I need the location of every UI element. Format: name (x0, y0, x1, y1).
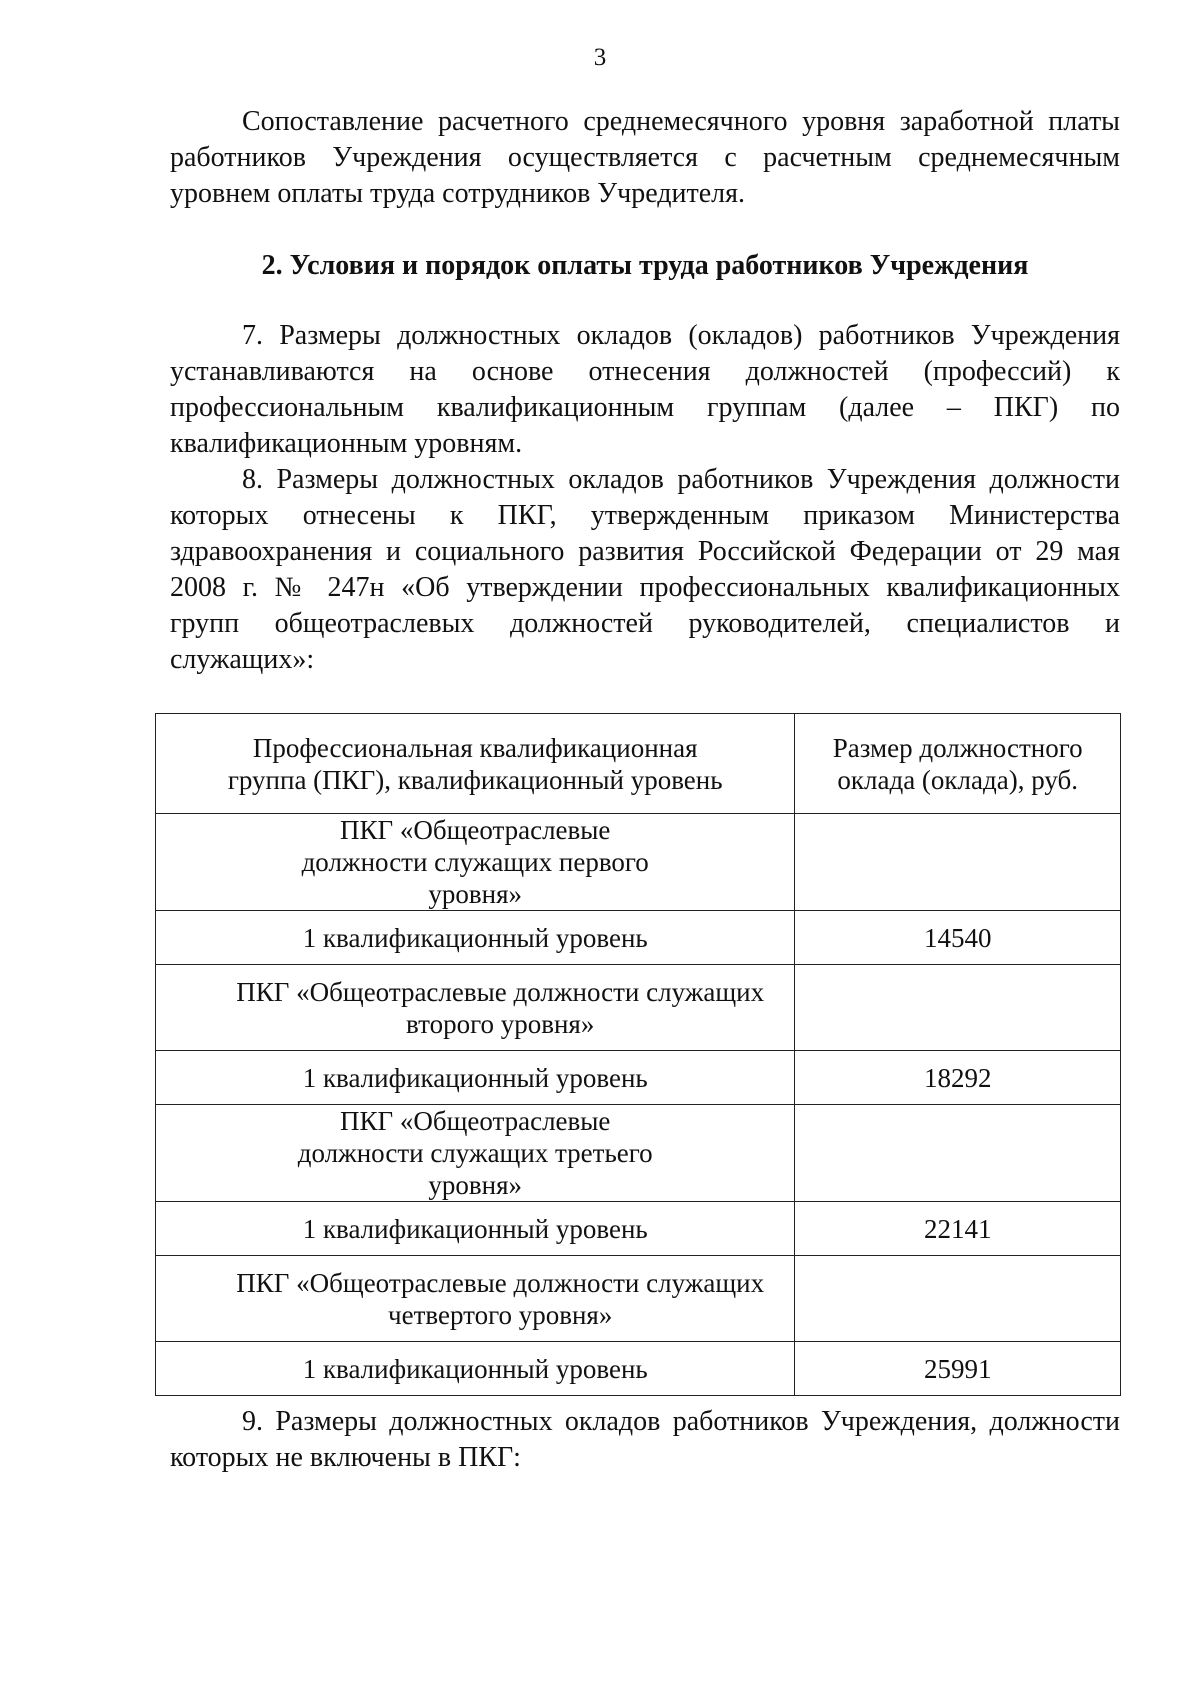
page-number: 3 (593, 44, 607, 71)
group-cell: ПКГ «Общеотраслевые должности служащих первого уровня» (156, 814, 795, 911)
salary-table (155, 713, 1121, 1396)
text-line: 2008 г. № 247н «Об утверждении профессиональных квалификационных (170, 572, 1120, 603)
text-line: 8. Размеры должностных окладов работников Учреждения должности (242, 464, 1120, 495)
level-cell: 1 квалификационный уровень (156, 911, 795, 965)
paragraph-9 (170, 1404, 1120, 1476)
table-row (156, 814, 1121, 911)
text-line: устанавливаются на основе отнесения должностей (профессий) к (170, 356, 1120, 387)
empty-cell (795, 965, 1121, 1051)
table-row (156, 911, 1121, 965)
text-line: квалификационным уровням. (170, 428, 523, 459)
salary-cell: 22141 (795, 1202, 1121, 1256)
table-header-row (156, 714, 1121, 814)
text-line: групп общеотраслевых должностей руководителей, специалистов и (170, 608, 1120, 639)
empty-cell (795, 1105, 1121, 1202)
table-row (156, 965, 1121, 1051)
salary-cell: 14540 (795, 911, 1121, 965)
text-line: служащих»: (170, 644, 315, 675)
group-cell: ПКГ «Общеотраслевые должности служащих второго уровня» (156, 965, 795, 1051)
text-line: уровнем оплаты труда сотрудников Учредителя. (170, 178, 746, 209)
paragraph-7 (170, 318, 1120, 462)
column-header-salary: Размер должностного оклада (оклада), руб. (795, 714, 1121, 814)
intro-paragraph (170, 104, 1120, 212)
empty-cell (795, 814, 1121, 911)
paragraph-8 (170, 462, 1120, 678)
text-line: 7. Размеры должностных окладов (окладов) работников Учреждения (242, 320, 1120, 351)
column-header-group: Профессиональная квалификационная группа (ПКГ), квалификационный уровень (156, 714, 795, 814)
group-cell: ПКГ «Общеотраслевые должности служащих четвертого уровня» (156, 1256, 795, 1342)
section-heading: 2. Условия и порядок оплаты труда работников Учреждения (261, 250, 1029, 281)
group-cell: ПКГ «Общеотраслевые должности служащих третьего уровня» (156, 1105, 795, 1202)
text-line: Сопоставление расчетного среднемесячного уровня заработной платы (242, 106, 1120, 137)
table-row (156, 1051, 1121, 1105)
table-row (156, 1256, 1121, 1342)
text-line: 9. Размеры должностных окладов работников Учреждения, должности (242, 1406, 1120, 1437)
text-line: здравоохранения и социального развития Российской Федерации от 29 мая (170, 536, 1120, 567)
table-row (156, 1342, 1121, 1396)
table-row (156, 1105, 1121, 1202)
text-line: профессиональным квалификационным группам (далее – ПКГ) по (170, 392, 1120, 423)
table-row (156, 1202, 1121, 1256)
text-line: которых отнесены к ПКГ, утвержденным приказом Министерства (170, 500, 1120, 531)
text-line: работников Учреждения осуществляется с расчетным среднемесячным (170, 142, 1120, 173)
text-line: которых не включены в ПКГ: (170, 1442, 521, 1473)
salary-cell: 25991 (795, 1342, 1121, 1396)
salary-cell: 18292 (795, 1051, 1121, 1105)
level-cell: 1 квалификационный уровень (156, 1051, 795, 1105)
empty-cell (795, 1256, 1121, 1342)
level-cell: 1 квалификационный уровень (156, 1342, 795, 1396)
level-cell: 1 квалификационный уровень (156, 1202, 795, 1256)
